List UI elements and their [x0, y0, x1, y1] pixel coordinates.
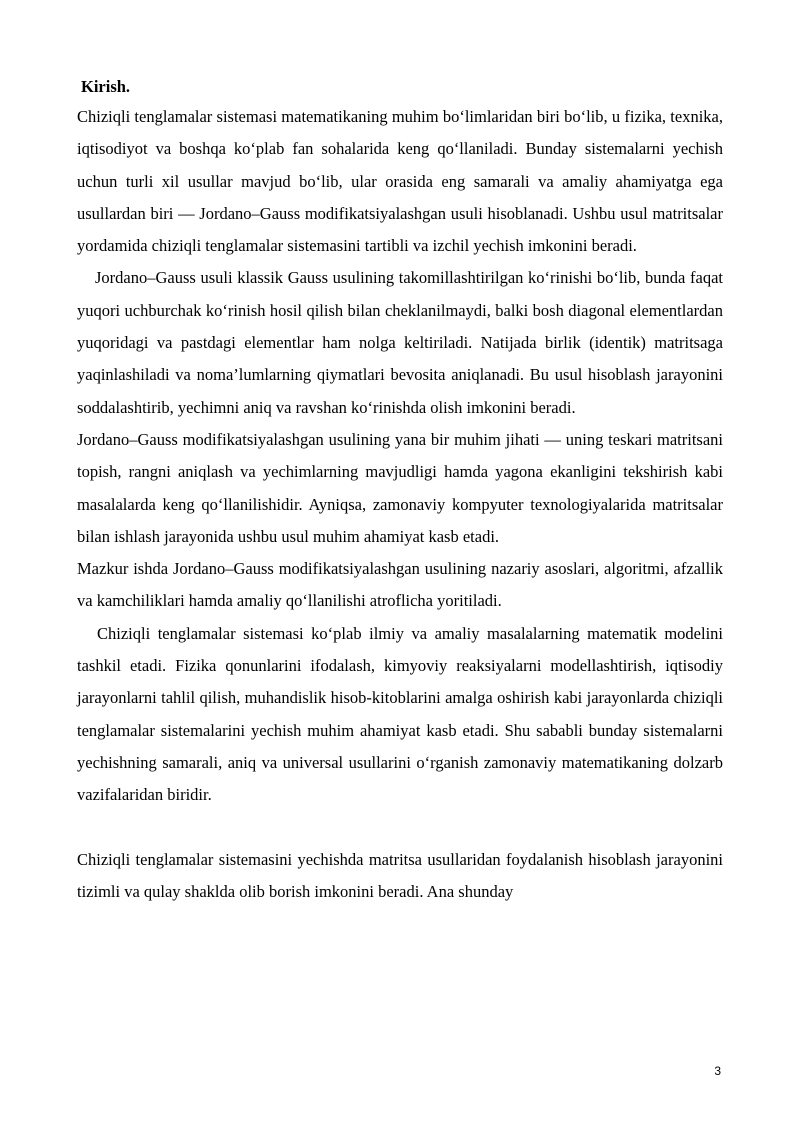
- paragraph-scope: Mazkur ishda Jordano–Gauss modifikatsiyalashgan usulining nazariy asoslari, algoritmi, afzallik va kamchiliklari hamda amaliy qo‘llanilishi atroflicha yoritiladi.: [77, 559, 723, 611]
- paragraph-applications: Jordano–Gauss modifikatsiyalashgan usulining yana bir muhim jihati — uning teskari matritsani topish, rangni aniqlash va yechimlarning mavjudligi hamda yagona ekanligini tekshirish kabi masalalarda keng qo‘llanilishidir. Ayniqsa, zamonaviy kompyuter texnologiyalarida matritsalar bilan ishlash jarayonida ushbu usul muhim ahamiyat kasb etadi.: [77, 429, 723, 546]
- document-page: [77, 73, 723, 908]
- paragraph-importance: Chiziqli tenglamalar sistemasi ko‘plab ilmiy va amaliy masalalarning matematik modelini tashkil etadi. Fizika qonunlarini ifodalash, kimyoviy reaksiyalarni modellashtirish, iqtisodiy jarayonlarni tahlil qilish, muhandislik hisob-kitoblarini amalga oshirish kabi jarayonlarda chiziqli tenglamalar sistemalarini yechish muhim ahamiyat kasb etadi. Shu sababli bunday sistemalarni yechishning samarali, aniq va universal usullarini o‘rganish zamonaviy matematikaning dolzarb vazifalaridan biridir.: [77, 623, 723, 805]
- section-heading: Kirish.: [81, 77, 131, 96]
- paragraph-jordan-gauss-description: Jordano–Gauss usuli klassik Gauss usulining takomillashtirilgan ko‘rinishi bo‘lib, bunda faqat yuqori uchburchak ko‘rinish hosil qilish bilan cheklanilmaydi, balki bosh diagonal elementlardan yuqoridagi va pastdagi elementlar ham nolga keltiriladi. Natijada birlik (identik) matritsaga yaqinlashiladi va noma’lumlarning qiymatlari bevosita aniqlanadi. Bu usul hisoblash jarayonini soddalashtirib, yechimni aniq va ravshan ko‘rinishda olish imkonini beradi.: [77, 268, 723, 417]
- paragraph-matrix-methods: Chiziqli tenglamalar sistemasini yechishda matritsa usullaridan foydalanish hisoblash jarayonini tizimli va qulay shaklda olib borish imkonini beradi. Ana shunday: [77, 849, 723, 901]
- paragraph-introduction: Chiziqli tenglamalar sistemasi matematikaning muhim bo‘limlaridan biri bo‘lib, u fizika, texnika, iqtisodiyot va boshqa ko‘plab fan sohalarida keng qo‘llaniladi. Bunday sistemalarni yechish uchun turli xil usullar mavjud bo‘lib, ular orasida eng samarali va amaliy ahamiyatga ega usullardan biri — Jordano–Gauss modifikatsiyalashgan usuli hisoblanadi. Ushbu usul matritsalar yordamida chiziqli tenglamalar sistemasini tartibli va izchil yechish imkonini beradi.: [77, 107, 723, 256]
- page-number: 3: [714, 1064, 721, 1078]
